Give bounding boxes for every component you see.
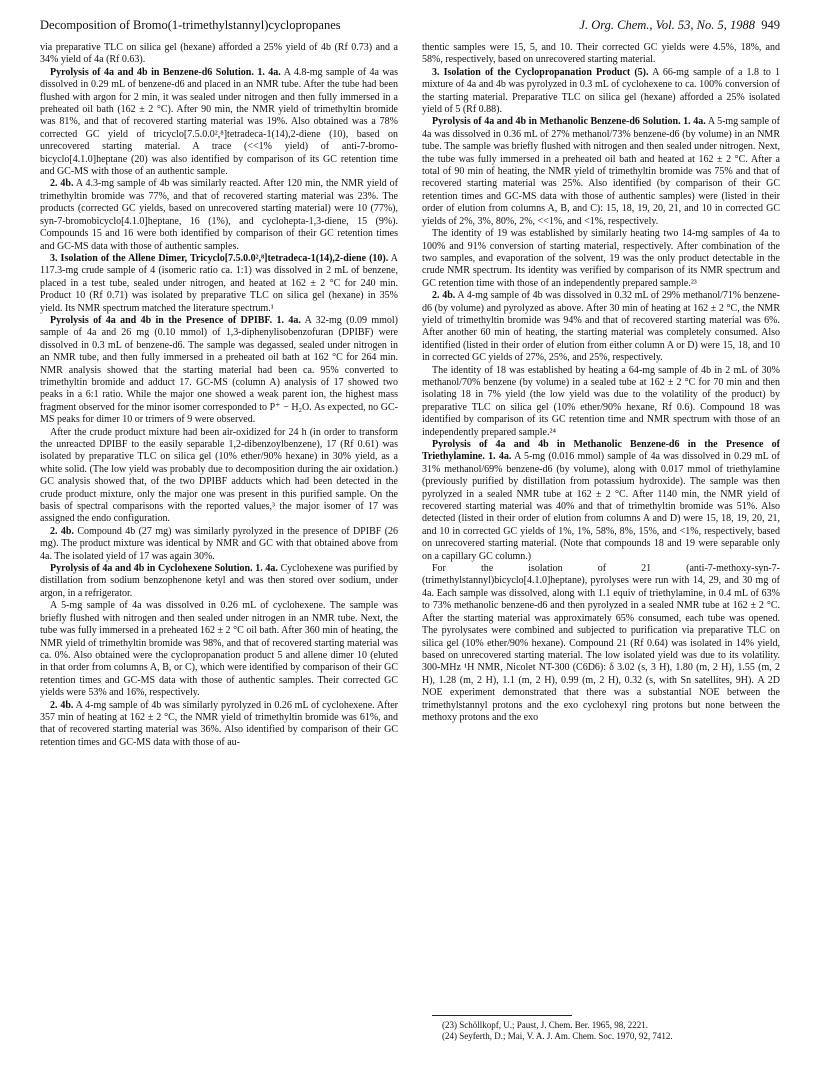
paragraph-heading: 2. 4b.: [50, 525, 74, 537]
body-columns: [40, 42, 780, 749]
running-title: Decomposition of Bromo(1-trimethylstannyl)cyclopropanes: [40, 18, 341, 32]
paragraph-text: The identity of 19 was established by similarly heating two 14-mg samples of 4a to 100% and 91% conversion of starting material, respectively. After combination of the two samples, and evaporation of the solvent, 19 was the only product detectable in the crude NMR spectrum. Its identity was verified by comparison of its NMR spectrum and GC retention time with those of an independently prepared sample.²³: [422, 228, 780, 289]
paragraph-heading: Pyrolysis of 4a and 4b in Methanolic Benzene-d6 Solution. 1. 4a.: [432, 116, 706, 128]
paragraph-heading: 3. Isolation of the Cyclopropanation Product (5).: [432, 66, 649, 78]
paragraph-text: A 32-mg (0.09 mmol) sample of 4a and 26 mg (0.10 mmol) of 1,3-diphenylisobenzofuran (DPIBF) were dissolved in 0.3 mL of benzene-d6. The sample was degassed, sealed under nitrogen in an NMR tube, and then fully immersed in a preheated oil bath at 162 °C for 264 min. NMR analysis showed that the starting material had been ca. 95% converted to trimethyltin bromide and adduct 17. GC-MS (column A) analysis of 17 showed two peaks in a 6:1 ratio. While the major one showed a weak parent ion, the highest mass fragment observed for the minor isomer corresponded to P⁺ − H₂O. As expected, no GC-MS peaks for dimer 10 or trimers of 9 were observed.: [40, 314, 398, 426]
paragraph-text: A 5-mg (0.016 mmol) sample of 4a was dissolved in 0.29 mL of 31% methanol/69% benzene-d6 (by volume), along with 0.017 mmol of triethylamine (previously purified by distillation from potassium hydroxide). The sample was then pyrolyzed in a sealed NMR tube at 162 ± 2 °C. After 1140 min, the NMR yield of recovered starting material was 40% and that of trimethyltin bromide was 51%. Also detected (listed in their order of elution from columns A and D) were 15, 18, 19, 20, 21, and 10 in corrected GC yields of 1%, 1%, 58%, 8%, 15%, and <1%, respectively, based on unrecovered starting material. (Note that compounds 18 and 19 were separable only on a capillary GC column.): [422, 451, 780, 562]
paragraph: [40, 178, 398, 252]
paragraph-text: A 4.3-mg sample of 4b was similarly reacted. After 120 min, the NMR yield of trimethyltin bromide was 77%, and that of recovered starting material was 23%. The products (corrected GC yields, based on unrecovered starting material) were 10 (77%), syn-7-bromobicyclo[4.1.0]heptane, 16 (1%), and cyclohepta-1,3-diene, 15 (9%). Compounds 15 and 16 were both identified by comparison of their GC retention times and GC-MS data with those of authentic samples.: [40, 178, 399, 252]
paragraph: [422, 439, 780, 563]
paragraph: [40, 253, 398, 315]
paragraph-text: A 117.3-mg crude sample of 4 (isomeric ratio ca. 1:1) was dissolved in 2 mL of benzene, placed in a test tube, sealed under nitrogen, and heated at 162 ± 2 °C for 240 min. Product 10 (Rf 0.71) was isolated by preparative TLC on silica gel (hexane) in 35% yield. Its NMR spectrum matched the literature spectrum.¹: [40, 252, 399, 314]
paragraph: [40, 526, 398, 563]
paragraph: [40, 315, 398, 427]
paragraph-text: Cyclohexene was purified by distillation from sodium benzophenone ketyl and was then stored over sodium, under argon, in a refrigerator.: [40, 563, 398, 599]
paragraph-text: A 4.8-mg sample of 4a was dissolved in 0.29 mL of benzene-d6 and placed in an NMR tube. After the tube had been flushed with argon for 2 min, it was sealed under nitrogen and then fully immersed in a preheated oil bath (162 ± 2 °C). After 90 min, the NMR yield of trimethyltin bromide was 81%, and that of recovered starting material was 19%. Also obtained was a 78% corrected GC yield of tricyclo[7.5.0.0²,⁸]tetradeca-1(14),2-diene (10), based on unrecovered starting material. A trace (<<1% yield) of anti-7-bromo-bicyclo[4.1.0]heptane (20) was also identified by comparison of its GC retention time and GC-MS with those of an authentic sample.: [40, 66, 398, 178]
paragraph: [40, 67, 398, 179]
left-column: [40, 42, 398, 749]
footnote-rule: [432, 1015, 572, 1016]
paragraph-text: A 4-mg sample of 4b was dissolved in 0.32 mL of 29% methanol/71% benzene-d6 (by volume) and pyrolyzed as above. After 30 min of heating at 162 ± 2 °C, the NMR yield of trimethyltin bromide was 94% and that of recovered starting material was 6%. After another 60 min of heating, the starting material was completely consumed. Also identified (listed in their order of elution from either column A or D) were 15, 18, and 10 in corrected GC yields of 27%, 25%, and 25%, respectively.: [422, 290, 781, 364]
paragraph: [422, 116, 780, 228]
paragraph: [40, 600, 398, 699]
paragraph-text: thentic samples were 15, 5, and 10. Their corrected GC yields were 4.5%, 18%, and 58%, respectively, based on unrecovered starting material.: [422, 42, 780, 66]
paragraph-text: A 5-mg sample of 4a was dissolved in 0.26 mL of cyclohexene. The sample was briefly flushed with nitrogen and then sealed under nitrogen in an NMR tube. Next, the tube was fully immersed in a preheated 162 ± 2 °C oil bath. After 360 min of heating, the NMR yield of trimethyltin bromide was 98%, and that of recovered starting material was ca. 0%. Also obtained were the cyclopropanation product 5 and allene dimer 10 (eluted in that order from columns A, B, or C), which were identified by comparison of their GC retention times and GC-MS data with those of authentic samples. Their corrected GC yields were 53% and 16%, respectively.: [40, 600, 398, 699]
paragraph: [40, 563, 398, 600]
paragraph-text: A 66-mg sample of a 1.8 to 1 mixture of 4a and 4b was pyrolyzed in 0.3 mL of cyclohexene to ca. 100% conversion of the starting material. Preparative TLC on silica gel (hexane) afforded a 25% isolated yield of 5 (Rf 0.88).: [422, 66, 780, 116]
page-number: 949: [761, 18, 780, 32]
paragraph: [422, 42, 780, 67]
paragraph: [422, 365, 780, 439]
right-column: [422, 42, 780, 749]
paragraph: [40, 42, 398, 67]
footnote-24: (24) Seyferth, D.; Mai, V. A. J. Am. Chem. Soc. 1970, 92, 7412.: [442, 1031, 673, 1041]
paragraph-text: For the isolation of 21 (anti-7-methoxy-syn-7-(trimethylstannyl)bicyclo[4.1.0]heptane), pyrolyses were run with 14, 29, and 30 mg of 4a. Each sample was dissolved, along with 1.1 equiv of triethylamine, in 0.4 mL of 63% to 73% methanolic benzene-d6 and then pyrolyzed in a sealed NMR tube at 162 ± 2 °C. After the starting material was approximately 65% consumed, each tube was opened. The pyrolysates were combined and subjected to purification via preparative TLC on silica gel (10% ether/90% hexane). Compound 21 (Rf 0.64) was isolated in 14% yield, based on unrecovered starting material. The low isolated yield was due to its volatility. 300-MHz ¹H NMR, Nicolet NT-300 (C6D6): δ 3.02 (s, 3 H), 1.80 (m, 2 H), 1.55 (m, 2 H), 1.28 (m, 2 H), 1.1 (m, 2 H), 0.99 (m, 2 H), 0.32 (s, with Sn satellites, 9H). A 2D NOE experiment demonstrated that there was a substantial NOE between the trimethylstannyl protons and the exo cyclohexyl ring protons but none between the methoxy protons and the exo: [422, 563, 780, 723]
footnotes: [432, 1015, 790, 1042]
paragraph-text: The identity of 18 was established by heating a 64-mg sample of 4b in 2 mL of 30% methanol/70% benzene (by volume) in a sealed tube at 162 ± 2 °C for 70 min and then isolating 18 in 7% yield (the low yield was due to the volatility of the product) by preparative TLC on silica gel (10% ether/90% hexane, Rf 0.6). Compound 18 was identified by comparison of its GC retention time and NMR spectrum with those of an independently prepared sample.²⁴: [422, 364, 780, 438]
paragraph: [40, 700, 398, 750]
paragraph: [40, 427, 398, 526]
paragraph-heading: 2. 4b.: [50, 178, 74, 190]
paragraph-heading: 3. Isolation of the Allene Dimer, Tricyclo[7.5.0.0²,⁸]tetradeca-1(14),2-diene (10).: [50, 252, 389, 264]
running-header: [40, 18, 780, 38]
journal-citation: [579, 18, 780, 33]
paragraph-text: via preparative TLC on silica gel (hexane) afforded a 25% yield of 4b (Rf 0.73) and a 34% yield of 4a (Rf 0.63).: [40, 42, 398, 66]
footnote-23: (23) Schöllkopf, U.; Paust, J. Chem. Ber. 1965, 98, 2221.: [442, 1020, 648, 1030]
paragraph-heading: Pyrolysis of 4a and 4b in Benzene-d6 Solution. 1. 4a.: [50, 66, 281, 78]
journal-reference: J. Org. Chem., Vol. 53, No. 5, 1988: [579, 18, 755, 32]
paragraph-text: Compound 4b (27 mg) was similarly pyrolyzed in the presence of DPIBF (26 mg). The product mixture was identical by NMR and GC with that obtained above from 4a. The isolated yield of 17 was again 30%.: [40, 525, 399, 562]
paragraph-text: After the crude product mixture had been air-oxidized for 24 h (in order to transform the unreacted DPIBF to the easily separable 1,2-dibenzoylbenzene), 17 (Rf 0.61) was isolated by preparative TLC on silica gel (10% ether/90% hexane) in 30% yield, as a white solid. (The low yield was probably due to decomposition during the air oxidation.) GC analysis showed that, of the two DPIBF adducts which had been detected in the crude product mixture, only the major one was present in this purified sample. On the basis of spectral comparisons with the reported values,³ the major isomer of 17 was assigned the endo configuration.: [40, 426, 398, 525]
paragraph: [422, 563, 780, 724]
paragraph: [422, 228, 780, 290]
paragraph-heading: Pyrolysis of 4a and 4b in Cyclohexene Solution. 1. 4a.: [50, 563, 278, 575]
paragraph-heading: 2. 4b.: [50, 699, 74, 711]
paragraph-heading: Pyrolysis of 4a and 4b in Methanolic Benzene-d6 in the Presence of Triethylamine. 1. 4a.: [422, 439, 780, 463]
paragraph-heading: Pyrolysis of 4a and 4b in the Presence of DPIBF. 1. 4a.: [50, 314, 301, 326]
paragraph: [422, 67, 780, 117]
paragraph-text: A 5-mg sample of 4a was dissolved in 0.36 mL of 27% methanol/73% benzene-d6 (by volume) in an NMR tube. The sample was briefly flushed with nitrogen and then sealed under nitrogen. Next, the tube was fully immersed in a preheated oil bath and heated at 162 ± 2 °C. After a total of 90 min of heating, the NMR yield of trimethyltin bromide was 75% and that of recovered starting material was 25%. Also identified (by comparison of their GC retention times and GC-MS data with those of authentic samples) were (listed in their order of elution from columns A, B, and C): 15, 18, 19, 20, 21, and 10 in corrected GC yields of 2%, 3%, 80%, 2%, <<1%, and <1%, respectively.: [422, 116, 781, 227]
paragraph-text: A 4-mg sample of 4b was similarly pyrolyzed in 0.26 mL of cyclohexene. After 357 min of heating at 162 ± 2 °C, the NMR yield of trimethyltin bromide was 61%, and that of recovered starting material was 36%. Also identified by comparison of their GC retention times and GC-MS data with those of au-: [40, 699, 399, 748]
paragraph: [422, 290, 780, 364]
paragraph-heading: 2. 4b.: [432, 290, 456, 302]
